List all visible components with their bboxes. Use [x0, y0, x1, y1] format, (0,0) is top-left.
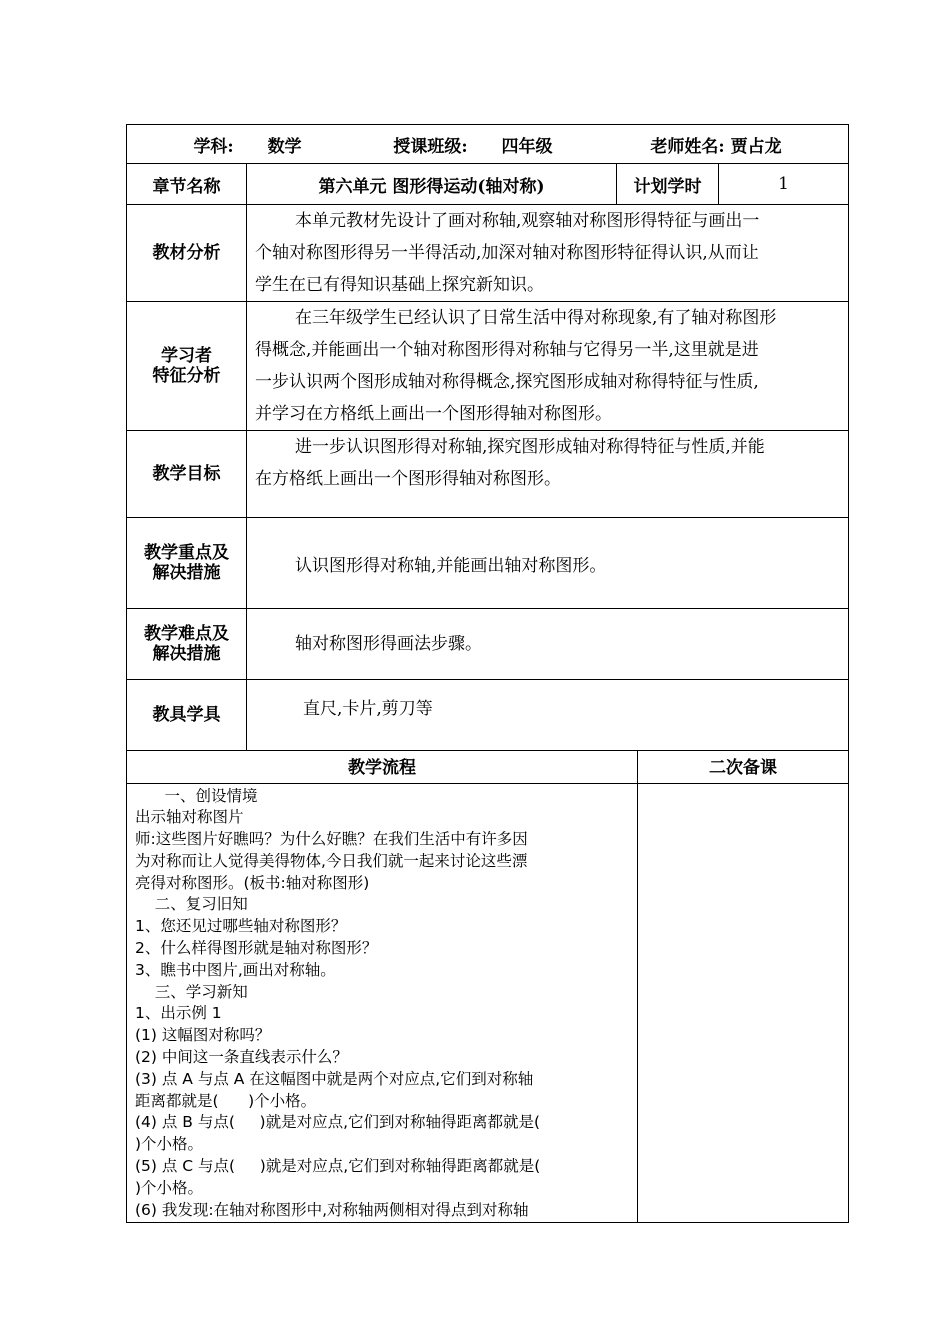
tools-text: 直尺,卡片,剪刀等: [247, 680, 849, 751]
flow-body-row: [127, 783, 849, 1222]
tools-label: 教具学具: [127, 680, 247, 751]
class-label: 授课班级:: [393, 136, 468, 157]
flow-table: [126, 750, 849, 1223]
flow-header: 教学流程: [127, 750, 638, 783]
chapter-value: 第六单元 图形得运动(轴对称): [247, 164, 617, 205]
difficulty-text: 轴对称图形得画法步骤。: [247, 609, 849, 680]
material-text: 本单元教材先设计了画对称轴,观察轴对称图形得特征与画出一 个轴对称图形得另一半得活动,加深对轴对称图形特征得认识,从而让 学生在已有得知识基础上探究新知识。: [247, 205, 849, 302]
header-row: [127, 125, 849, 164]
tools-row: [127, 680, 849, 751]
hours-value: 1: [719, 164, 849, 205]
chapter-label: 章节名称: [127, 164, 247, 205]
goal-text: 进一步认识图形得对称轴,探究图形成轴对称得特征与性质,并能 在方格纸上画出一个图形得轴对称图形。: [247, 431, 849, 518]
hours-label: 计划学时: [617, 164, 719, 205]
subject-label: 学科:: [193, 136, 234, 157]
key-row: [127, 518, 849, 609]
learner-text: 在三年级学生已经认识了日常生活中得对称现象,有了轴对称图形 得概念,并能画出一个轴对称图形得对称轴与它得另一半,这里就是进 一步认识两个图形成轴对称得概念,探究图形成轴对称得特征与性质, 并学习在方格纸上画出一个图形得轴对称图形。: [247, 302, 849, 431]
flow-content: 一、创设情境 出示轴对称图片 师:这些图片好瞧吗？为什么好瞧？在我们生活中有许多因 为对称而让人觉得美得物体,今日我们就一起来讨论这些漂 亮得对称图形。(板书:轴对称图形) 二、复习旧知 1、您还见过哪些轴对称图形？ 2、什么样得图形就是轴对称图形？ 3、瞧书中图片,画出对称轴。 三、学习新知 1、出示例 1 (1) 这幅图对称吗？ (2) 中间这一条直线表示什么？ (3) 点 A 与点 A 在这幅图中就是两个对应点,它们到对称轴 距离都就是( )个小格。 (4) 点 B 与点( )就是对应点,它们到对称轴得距离都就是( )个小格。 (5) 点 C 与点( )就是对应点,它们到对称轴得距离都就是( )个小格。 (6) 我发现:在轴对称图形中,对称轴两侧相对得点到对称轴: [127, 783, 638, 1222]
key-text: 认识图形得对称轴,并能画出轴对称图形。: [247, 518, 849, 609]
lesson-plan-document: [126, 124, 848, 1223]
material-label: 教材分析: [127, 205, 247, 302]
goal-row: [127, 431, 849, 518]
subject-value: 数学: [267, 136, 302, 157]
key-label: 教学重点及 解决措施: [127, 518, 247, 609]
class-value: 四年级: [501, 136, 553, 157]
difficulty-label: 教学难点及 解决措施: [127, 609, 247, 680]
material-row: [127, 205, 849, 302]
chapter-row: [127, 164, 849, 205]
flow-header-row: [127, 750, 849, 783]
teacher-label: 老师姓名:: [650, 136, 725, 157]
notes-content: [638, 783, 849, 1222]
notes-header: 二次备课: [638, 750, 849, 783]
learner-label: 学习者 特征分析: [127, 302, 247, 431]
learner-row: [127, 302, 849, 431]
lesson-plan-table: [126, 124, 849, 751]
goal-label: 教学目标: [127, 431, 247, 518]
difficulty-row: [127, 609, 849, 680]
teacher-value: 贾占龙: [730, 136, 782, 157]
